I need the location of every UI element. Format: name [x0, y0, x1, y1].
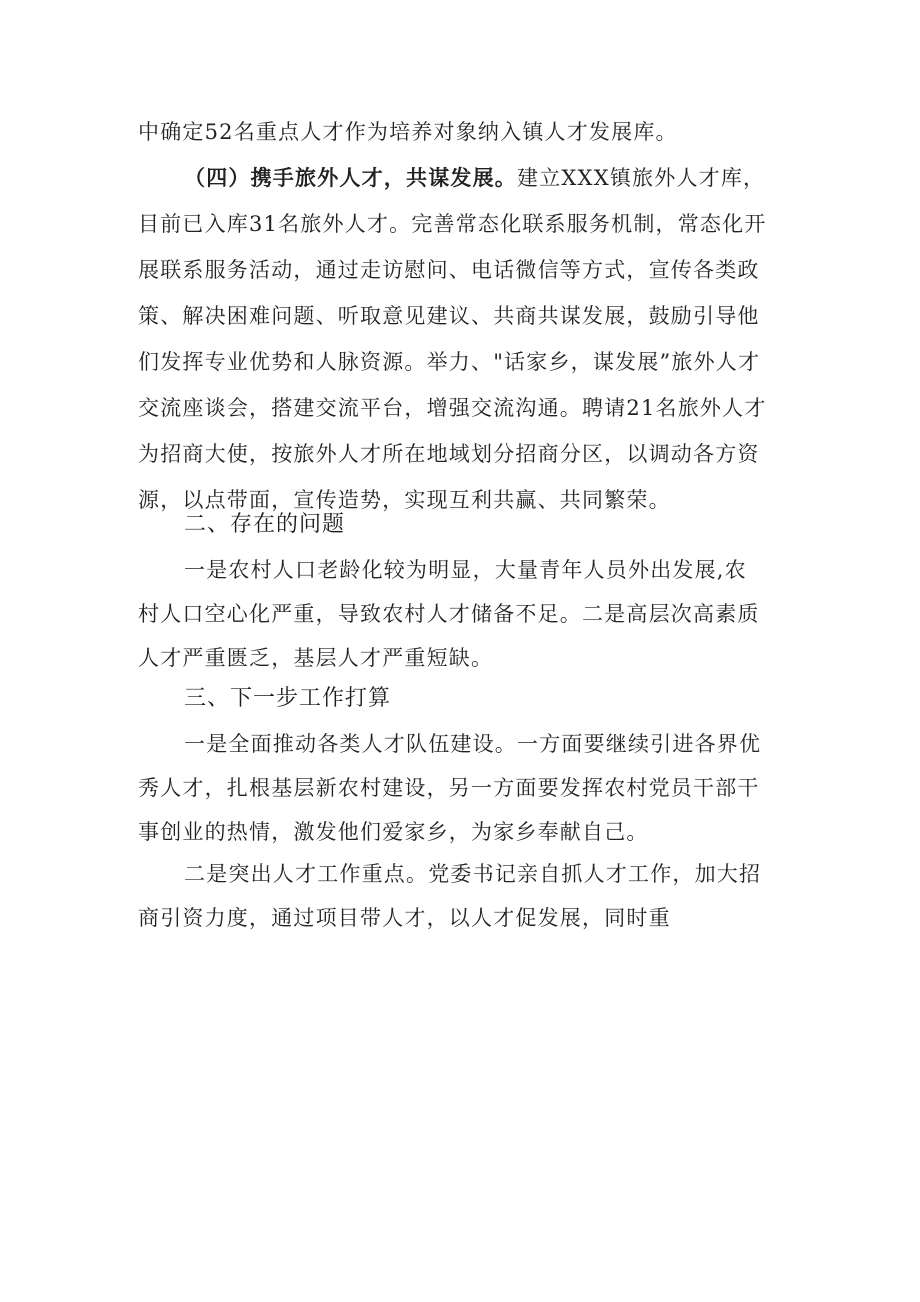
- paragraph-line: 交流座谈会，搭建交流平台，增强交流沟通。聘请21名旅外人才: [138, 396, 767, 420]
- paragraph-line: 秀人才，扎根基层新农村建设，另一方面要发挥农村党员干部干: [138, 776, 760, 800]
- section-four-lead: （四）携手旅外人才，共谋发展。: [184, 165, 517, 190]
- section-heading-next-steps: 三、下一步工作打算: [184, 686, 392, 711]
- section-heading-problems: 二、存在的问题: [184, 512, 346, 537]
- paragraph-line: 目前已入库31名旅外人才。完善常态化联系服务机制，常态化开: [138, 212, 767, 236]
- paragraph-line: 一是全面推动各类人才队伍建设。一方面要继续引进各界优: [184, 732, 762, 756]
- paragraph-line: 策、解决困难问题、听取意见建议、共商共谋发展，鼓励引导他: [138, 304, 760, 328]
- section-four-first-line-rest: 建立XXX镇旅外人才库，: [517, 166, 766, 190]
- paragraph-line: 们发挥专业优势和人脉资源。举力、"话家乡，谋发展”旅外人才: [138, 350, 761, 374]
- paragraph-line: 源，以点带面，宣传造势，实现互利共赢、共同繁荣。: [138, 488, 671, 512]
- paragraph-line: 一是农村人口老龄化较为明显，大量青年人员外出发展,农: [184, 558, 747, 582]
- paragraph-line: 展联系服务活动，通过走访慰问、电话微信等方式，宣传各类政: [138, 258, 760, 282]
- paragraph-line: 商引资力度，通过项目带人才，以人才促发展，同时重: [138, 906, 671, 930]
- paragraph-line: 中确定52名重点人才作为培养对象纳入镇人才发展库。: [138, 120, 678, 144]
- paragraph-line: 人才严重匮乏，基层人才严重短缺。: [138, 646, 494, 670]
- paragraph-line: 村人口空心化严重，导致农村人才储备不足。二是高层次高素质: [138, 602, 760, 626]
- paragraph-line: 事创业的热情，激发他们爱家乡，为家乡奉献自己。: [138, 820, 649, 844]
- paragraph-line: 为招商大使，按旅外人才所在地域划分招商分区，以调动各方资: [138, 442, 760, 466]
- paragraph-line: 二是突出人才工作重点。党委书记亲自抓人才工作，加大招: [184, 862, 762, 886]
- section-four-first-line: [184, 163, 844, 193]
